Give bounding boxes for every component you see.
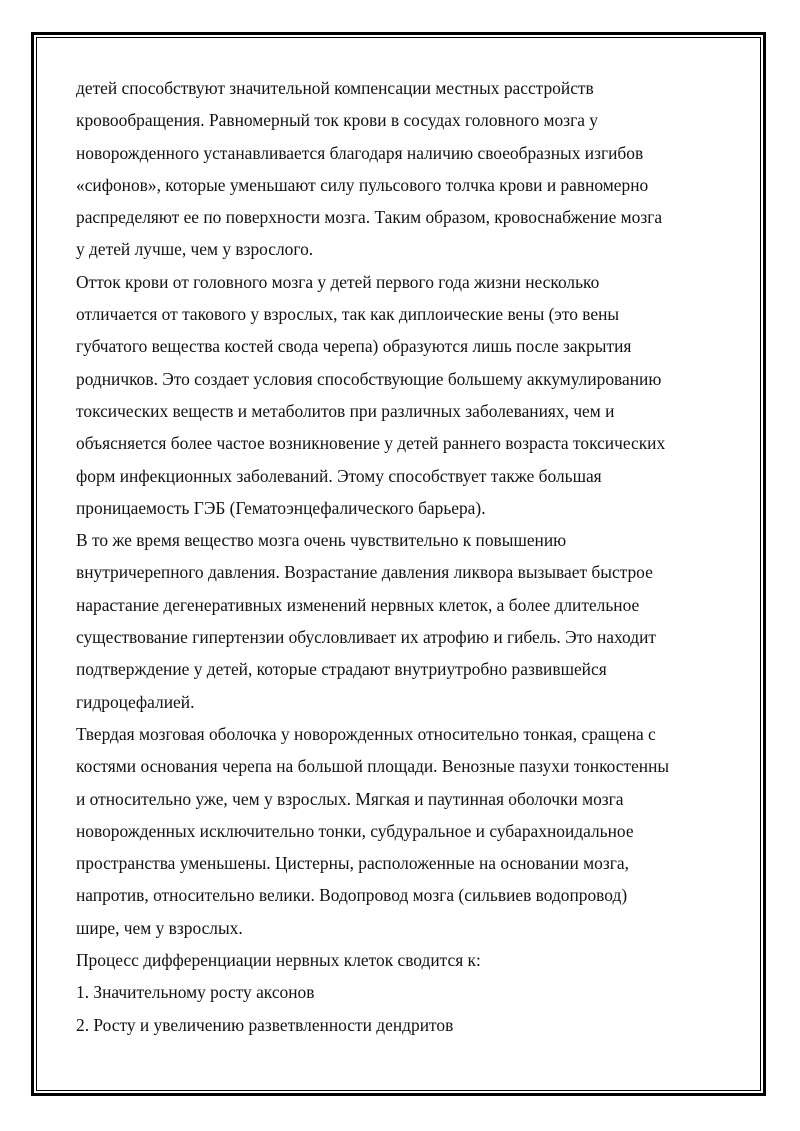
text-line: губчатого вещества костей свода черепа) образуются лишь после закрытия	[76, 336, 632, 357]
text-line: родничков. Это создает условия способствующие большему аккумулированию	[76, 368, 662, 389]
text-line: костями основания черепа на большой площади. Венозные пазухи тонкостенны	[76, 756, 670, 777]
text-line: существование гипертензии обусловливает их атрофию и гибель. Это находит	[76, 627, 656, 648]
text-line: нарастание дегенеративных изменений нервных клеток, а более длительное	[76, 594, 640, 615]
text-line: объясняется более частое возникновение у детей раннего возраста токсических	[76, 433, 666, 454]
text-line: форм инфекционных заболеваний. Этому способствует также большая	[76, 465, 602, 486]
list-item: 1. Значительному росту аксонов	[76, 982, 315, 1003]
list-item: 2. Росту и увеличению разветвленности дендритов	[76, 1014, 454, 1035]
text-line: кровообращения. Равномерный ток крови в сосудах головного мозга у	[76, 110, 598, 131]
text-line: «сифонов», которые уменьшают силу пульсового толчка крови и равномерно	[76, 174, 649, 195]
text-line: проницаемость ГЭБ (Гематоэнцефалического барьера).	[76, 497, 486, 518]
document-text	[76, 72, 736, 1041]
text-line: Отток крови от головного мозга у детей первого года жизни несколько	[76, 271, 600, 292]
text-line: новорожденных исключительно тонки, субдуральное и субарахноидальное	[76, 820, 634, 841]
text-line: распределяют ее по поверхности мозга. Таким образом, кровоснабжение мозга	[76, 207, 663, 228]
text-line: у детей лучше, чем у взрослого.	[76, 239, 314, 260]
text-line: гидроцефалией.	[76, 691, 195, 712]
text-line: Процесс дифференциации нервных клеток сводится к:	[76, 950, 481, 971]
text-line: внутричерепного давления. Возрастание давления ликвора вызывает быстрое	[76, 562, 653, 583]
text-line: и относительно уже, чем у взрослых. Мягкая и паутинная оболочки мозга	[76, 788, 624, 809]
text-line: подтверждение у детей, которые страдают внутриутробно развившейся	[76, 659, 607, 680]
text-line: детей способствуют значительной компенсации местных расстройств	[76, 78, 594, 98]
text-line: Твердая мозговая оболочка у новорожденных относительно тонкая, сращена с	[76, 723, 656, 744]
text-line: пространства уменьшены. Цистерны, расположенные на основании мозга,	[76, 853, 629, 874]
text-line: токсических веществ и метаболитов при различных заболеваниях, чем и	[76, 400, 615, 421]
text-line: новорожденного устанавливается благодаря наличию своеобразных изгибов	[76, 142, 644, 163]
text-line: напротив, относительно велики. Водопровод мозга (сильвиев водопровод)	[76, 885, 628, 906]
text-line: В то же время вещество мозга очень чувствительно к повышению	[76, 530, 567, 551]
text-line: отличается от такового у взрослых, так как диплоические вены (это вены	[76, 304, 620, 325]
text-line: шире, чем у взрослых.	[76, 917, 243, 938]
